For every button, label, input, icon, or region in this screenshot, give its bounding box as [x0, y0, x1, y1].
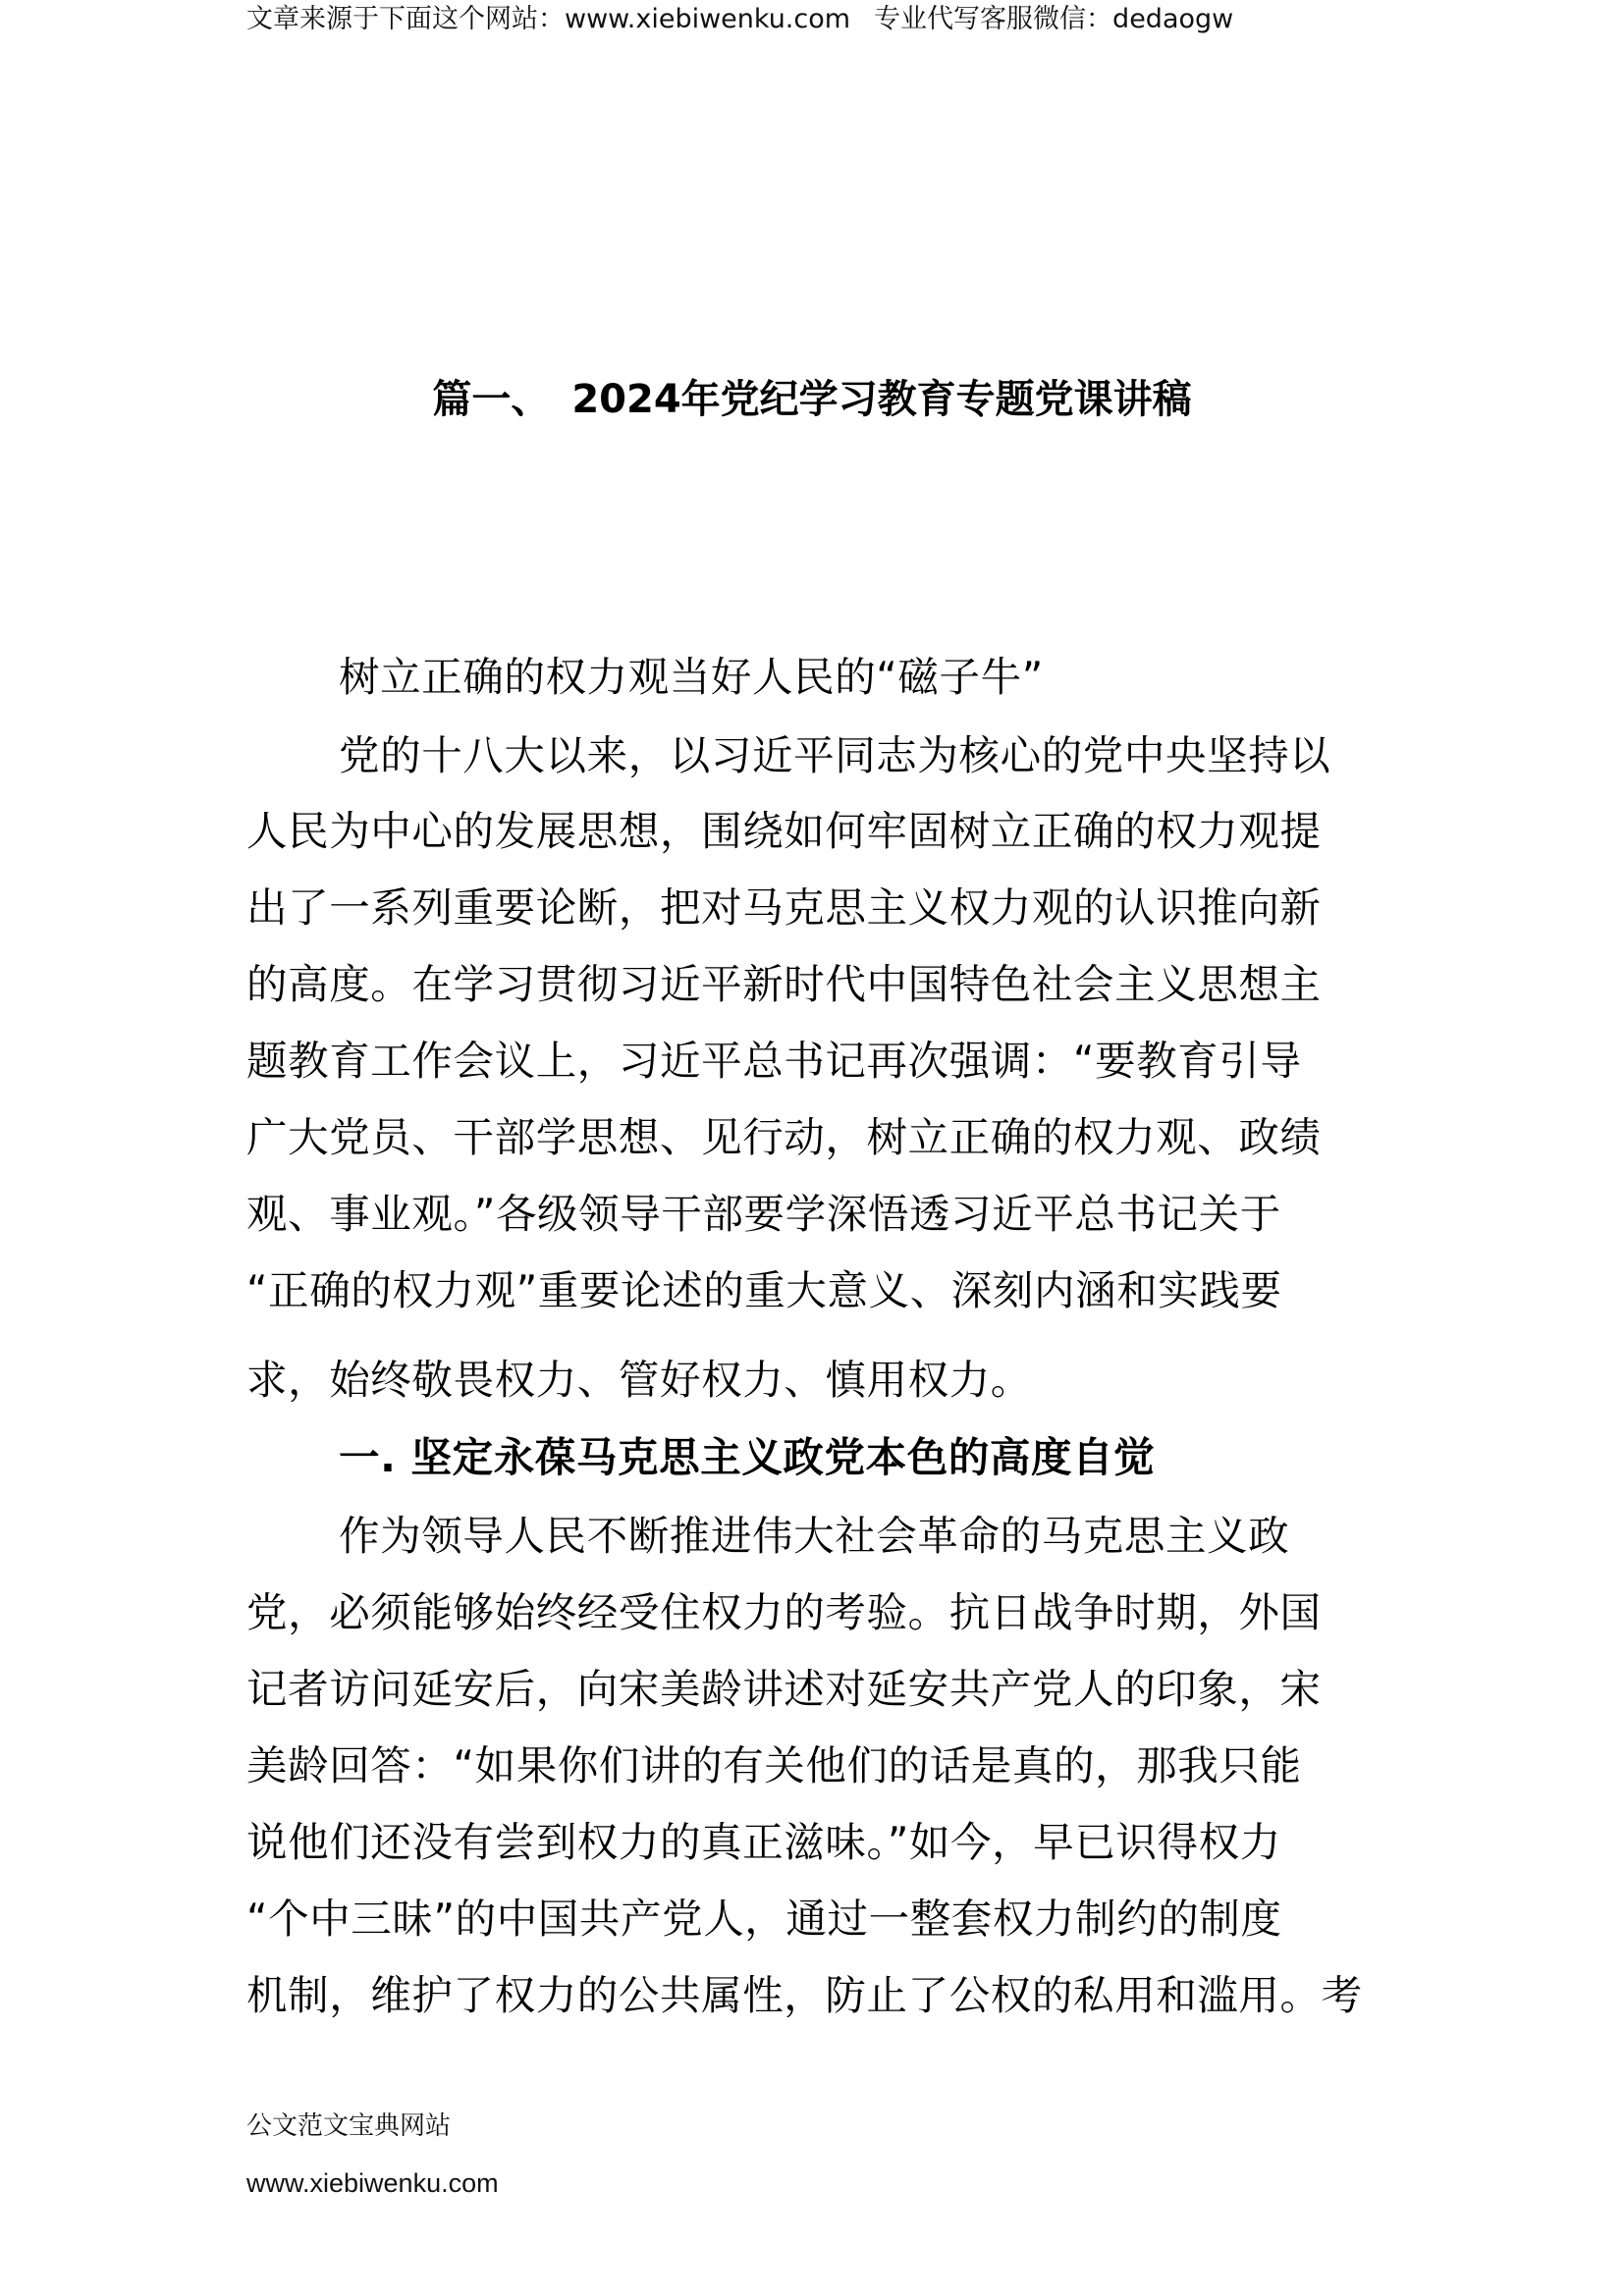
document-title [0, 375, 1624, 424]
title-text: 2024年党纪学习教育专题党课讲稿 [571, 377, 1192, 422]
paragraph-line: “个中三昧”的中国共产党人，通过一整套权力制约的制度 [246, 1895, 1282, 1943]
paragraph-line: 广大党员、干部学思想、见行动，树立正确的权力观、政绩 [246, 1113, 1322, 1161]
source-text: 文章来源于下面这个网站：www.xiebiwenku.com [246, 4, 851, 34]
paragraph-line: 观、事业观。”各级领导干部要学深悟透习近平总书记关于 [246, 1190, 1281, 1238]
paragraph-line: 求，始终敬畏权力、管好权力、慎用权力。 [246, 1356, 1032, 1404]
paragraph-line: 党的十八大以来，以习近平同志为核心的党中央坚持以 [339, 731, 1331, 779]
paragraph-line: 记者访问延安后，向宋美龄讲述对延安共产党人的印象，宋 [246, 1665, 1322, 1713]
subtitle: 树立正确的权力观当好人民的“磁子牛” [339, 653, 1044, 701]
paragraph-line: 说他们还没有尝到权力的真正滋味。”如今，早已识得权力 [246, 1818, 1281, 1866]
paragraph-line: 出了一系列重要论断，把对马克思主义权力观的认识推向新 [246, 883, 1322, 932]
paragraph-line: 机制，维护了权力的公共属性，防止了公权的私用和滥用。考 [246, 1971, 1363, 2019]
paragraph-line: 题教育工作会议上，习近平总书记再次强调：“要教育引导 [246, 1037, 1302, 1085]
footer-site-name: 公文范文宝典网站 [246, 2111, 452, 2141]
paragraph-line: 人民为中心的发展思想，围绕如何牢固树立正确的权力观提 [246, 807, 1322, 855]
paragraph-line: 的高度。在学习贯彻习近平新时代中国特色社会主义思想主 [246, 960, 1322, 1008]
source-banner [246, 4, 1233, 35]
section-heading: 一. 坚定永葆马克思主义政党本色的高度自觉 [339, 1433, 1156, 1481]
footer-url: www.xiebiwenku.com [246, 2168, 499, 2198]
paragraph-line: “正确的权力观”重要论述的重大意义、深刻内涵和实践要 [246, 1266, 1282, 1314]
paragraph-line: 党，必须能够始终经受住权力的考验。抗日战争时期，外国 [246, 1588, 1322, 1636]
paragraph-line: 作为领导人民不断推进伟大社会革命的马克思主义政 [339, 1512, 1290, 1560]
paragraph-line: 美龄回答：“如果你们讲的有关他们的话是真的，那我只能 [246, 1741, 1302, 1789]
title-prefix: 篇一、 [432, 377, 551, 422]
contact-text: 专业代写客服微信：dedaogw [874, 4, 1234, 34]
